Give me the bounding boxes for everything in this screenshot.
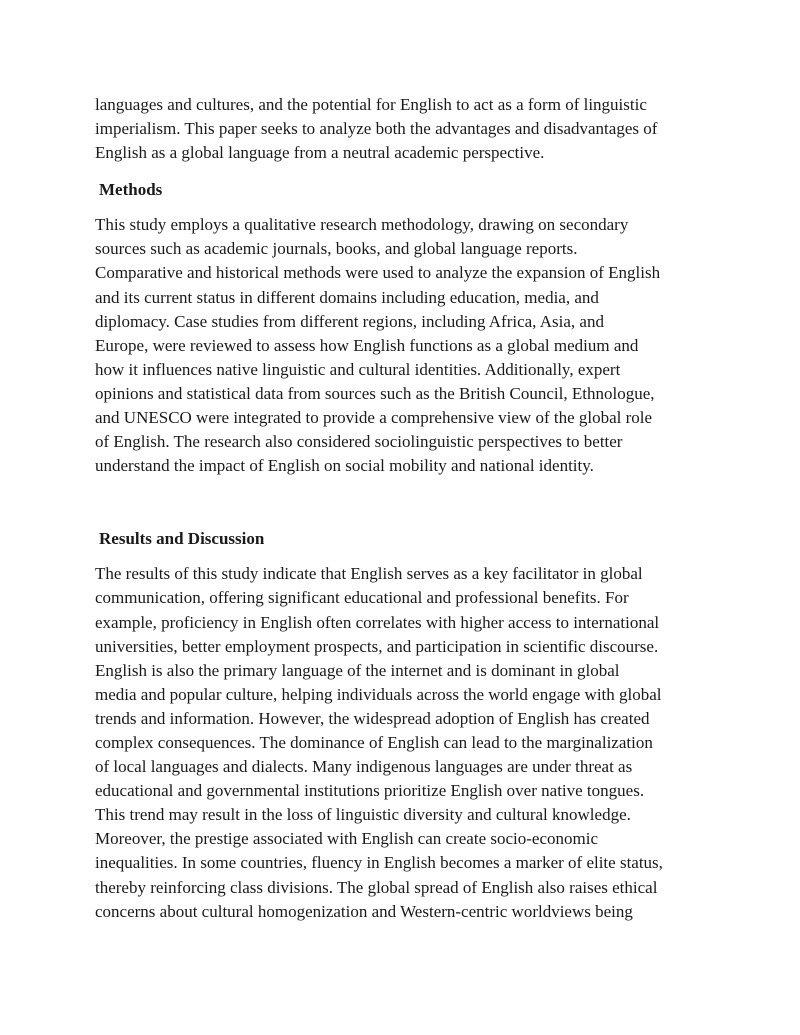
intro-paragraph (95, 93, 735, 165)
text-line: complex consequences. The dominance of English can lead to the marginalization (95, 732, 653, 752)
text-line: of local languages and dialects. Many indigenous languages are under threat as (95, 757, 633, 777)
text-line: concerns about cultural homogenization and Western-centric worldviews being (95, 901, 633, 921)
text-line: The results of this study indicate that English serves as a key facilitator in global (95, 564, 643, 584)
text-line: trends and information. However, the widespread adoption of English has created (95, 708, 650, 728)
text-line: sources such as academic journals, books, and global language reports. (95, 239, 578, 259)
text-line: and UNESCO were integrated to provide a comprehensive view of the global role (95, 408, 653, 428)
text-line: Comparative and historical methods were used to analyze the expansion of English (95, 263, 661, 283)
text-line: communication, offering significant educational and professional benefits. For (95, 588, 629, 608)
text-line: universities, better employment prospects, and participation in scientific discourse. (95, 636, 659, 656)
text-line: inequalities. In some countries, fluency in English becomes a marker of elite status, (95, 853, 663, 873)
text-line: understand the impact of English on social mobility and national identity. (95, 456, 594, 476)
text-line: educational and governmental institutions prioritize English over native tongues. (95, 781, 645, 801)
text-line: English is also the primary language of the internet and is dominant in global (95, 660, 620, 680)
results-paragraph (95, 562, 735, 923)
text-line: imperialism. This paper seeks to analyze both the advantages and disadvantages of (95, 119, 658, 139)
document-page (95, 93, 735, 924)
text-line: of English. The research also considered sociolinguistic perspectives to better (95, 432, 623, 452)
methods-heading: Methods (99, 180, 163, 200)
text-line: This trend may result in the loss of linguistic diversity and cultural knowledge. (95, 805, 631, 825)
text-line: This study employs a qualitative research methodology, drawing on secondary (95, 215, 629, 235)
text-line: opinions and statistical data from sources such as the British Council, Ethnologue, (95, 383, 655, 403)
methods-paragraph (95, 213, 735, 478)
text-line: Europe, were reviewed to assess how English functions as a global medium and (95, 335, 639, 355)
text-line: media and popular culture, helping individuals across the world engage with global (95, 684, 662, 704)
text-line: thereby reinforcing class divisions. The global spread of English also raises ethical (95, 877, 658, 897)
text-line: languages and cultures, and the potential for English to act as a form of linguistic (95, 95, 647, 114)
results-heading: Results and Discussion (99, 529, 265, 549)
text-line: English as a global language from a neutral academic perspective. (95, 143, 545, 163)
text-line: how it influences native linguistic and cultural identities. Additionally, expert (95, 359, 621, 379)
text-line: example, proficiency in English often correlates with higher access to international (95, 612, 660, 632)
text-line: and its current status in different domains including education, media, and (95, 287, 599, 307)
text-line: Moreover, the prestige associated with English can create socio-economic (95, 829, 598, 849)
text-line: diplomacy. Case studies from different regions, including Africa, Asia, and (95, 311, 604, 331)
